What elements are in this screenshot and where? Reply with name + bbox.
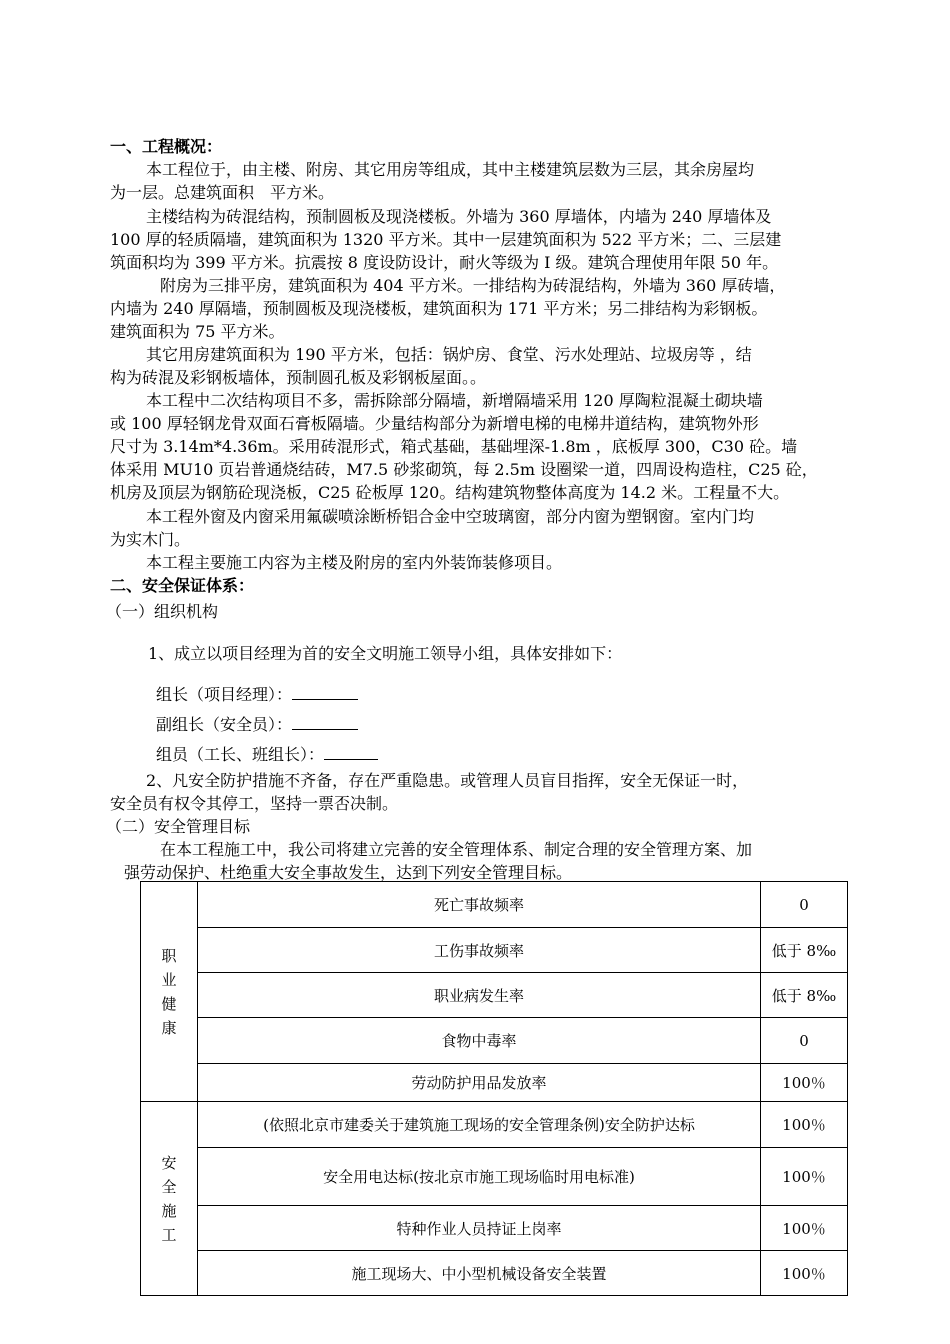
p1-line2: 为一层。总建筑面积 平方米。 xyxy=(110,183,335,202)
goal-subheading: （二）安全管理目标 xyxy=(106,817,251,836)
deputy-blank xyxy=(292,713,358,730)
goal-item: (依照北京市建委关于建筑施工现场的安全管理条例)安全防护达标 xyxy=(198,1102,761,1148)
goal-item: 安全用电达标(按北京市施工现场临时用电标准) xyxy=(198,1148,761,1206)
p7-line: 本工程主要施工内容为主楼及附房的室内外装饰装修项目。 xyxy=(146,553,563,572)
p2-line3: 筑面积均为 399 平方米。抗震按 8 度设防设计，耐火等级为 I 级。建筑合理使用年限 50 年。 xyxy=(110,253,779,272)
goal-item: 死亡事故频率 xyxy=(198,882,761,928)
p4-line2: 构为砖混及彩钢板墙体，预制圆孔板及彩钢板屋面。。 xyxy=(110,368,487,387)
category-char: 职 xyxy=(161,946,177,965)
category-occupational-health xyxy=(141,882,198,1102)
goal-item: 施工现场大、中小型机械设备安全装置 xyxy=(198,1251,761,1296)
goal-value: 100％ xyxy=(761,1148,848,1206)
leader-blank xyxy=(292,683,358,700)
table-row xyxy=(141,928,848,973)
leader-line xyxy=(156,683,936,706)
table-row xyxy=(141,973,848,1018)
table-row xyxy=(141,1102,848,1148)
table-row xyxy=(141,1251,848,1296)
table-row xyxy=(141,1206,848,1251)
goal-item: 特种作业人员持证上岗率 xyxy=(198,1206,761,1251)
goal-value: 100％ xyxy=(761,1102,848,1148)
goal-value: 低于 8‰ xyxy=(761,973,848,1018)
p5-line3: 尺寸为 3.14m*4.36m。采用砖混形式，箱式基础，基础埋深-1.8m ，底板厚 300，C30 砼。墙 xyxy=(110,437,798,456)
p3-line3: 建筑面积为 75 平方米。 xyxy=(110,322,285,341)
section2-heading: 二、安全保证体系： xyxy=(110,576,255,595)
p3-line2: 内墙为 240 厚隔墙，预制圆板及现浇楼板，建筑面积为 171 平方米；另二排结构为彩钢板。 xyxy=(110,299,768,318)
table-row xyxy=(141,882,848,928)
goal-item: 工伤事故频率 xyxy=(198,928,761,973)
table-row xyxy=(141,1064,848,1102)
p2-line1: 主楼结构为砖混结构，预制圆板及现浇楼板。外墙为 360 厚墙体，内墙为 240 厚墙体及 xyxy=(146,207,772,226)
category-char: 全 xyxy=(161,1177,177,1196)
goal-value: 0 xyxy=(761,1018,848,1064)
p6-line2: 为实木门。 xyxy=(110,530,191,549)
category-char: 施 xyxy=(161,1201,177,1220)
category-safe-construction xyxy=(141,1102,198,1296)
goal-intro-line1: 在本工程施工中，我公司将建立完善的安全管理体系、制定合理的安全管理方案、加 xyxy=(160,840,753,859)
goal-item: 劳动防护用品发放率 xyxy=(198,1064,761,1102)
goal-item: 职业病发生率 xyxy=(198,973,761,1018)
category-char: 安 xyxy=(161,1153,177,1172)
deputy-label: 副组长（安全员）： xyxy=(156,715,293,734)
p5-line2: 或 100 厚轻钢龙骨双面石膏板隔墙。少量结构部分为新增电梯的电梯井道结构，建筑物外形 xyxy=(110,414,759,433)
p3-line1: 附房为三排平房，建筑面积为 404 平方米。一排结构为砖混结构，外墙为 360 厚砖墙， xyxy=(160,276,786,295)
goal-value: 100％ xyxy=(761,1251,848,1296)
p5-line5: 机房及顶层为钢筋砼现浇板，C25 砼板厚 120。结构建筑物整体高度为 14.2 米。工程量不大。 xyxy=(110,483,790,502)
org-subheading: （一）组织机构 xyxy=(106,602,219,621)
org-item2-line2: 安全员有权令其停工，坚持一票否决制。 xyxy=(110,794,399,813)
deputy-line xyxy=(156,713,936,736)
category-char: 工 xyxy=(161,1225,177,1244)
p2-line2: 100 厚的轻质隔墙，建筑面积为 1320 平方米。其中一层建筑面积为 522 平方米；二、三层建 xyxy=(110,230,782,249)
category-char: 康 xyxy=(161,1018,177,1037)
goal-value: 100％ xyxy=(761,1206,848,1251)
p6-line1: 本工程外窗及内窗采用氟碳喷涂断桥铝合金中空玻璃窗，部分内窗为塑钢窗。室内门均 xyxy=(146,507,755,526)
category-char: 健 xyxy=(161,994,177,1013)
table-row xyxy=(141,1018,848,1064)
safety-goals-table xyxy=(140,881,848,1296)
table-row xyxy=(141,1148,848,1206)
goal-value: 0 xyxy=(761,882,848,928)
p1-line1: 本工程位于，由主楼、附房、其它用房等组成，其中主楼建筑层数为三层，其余房屋均 xyxy=(146,160,755,179)
org-item2-line1: 2、凡安全防护措施不齐备，存在严重隐患。或管理人员盲目指挥，安全无保证一时， xyxy=(146,771,749,790)
org-item1: 1、成立以项目经理为首的安全文明施工领导小组，具体安排如下： xyxy=(148,644,623,663)
leader-label: 组长（项目经理）： xyxy=(156,685,293,704)
member-blank xyxy=(324,743,378,760)
p4-line1: 其它用房建筑面积为 190 平方米，包括：锅炉房、食堂、污水处理站、垃圾房等 ，结 xyxy=(146,345,752,364)
p5-line1: 本工程中二次结构项目不多，需拆除部分隔墙，新增隔墙采用 120 厚陶粒混凝土砌块墙 xyxy=(146,391,763,410)
p5-line4: 体采用 MU10 页岩普通烧结砖，M7.5 砂浆砌筑，每 2.5m 设圈梁一道，四周设构造柱，C25 砼， xyxy=(110,460,818,479)
goal-item: 食物中毒率 xyxy=(198,1018,761,1064)
goal-value: 100％ xyxy=(761,1064,848,1102)
member-line xyxy=(156,743,936,766)
member-label: 组员（工长、班组长）： xyxy=(156,745,325,764)
category-char: 业 xyxy=(161,970,177,989)
goal-value: 低于 8‰ xyxy=(761,928,848,973)
section1-heading: 一、工程概况： xyxy=(110,137,223,156)
goal-intro-line2: 强劳动保护、杜绝重大安全事故发生，达到下列安全管理目标。 xyxy=(124,863,573,882)
